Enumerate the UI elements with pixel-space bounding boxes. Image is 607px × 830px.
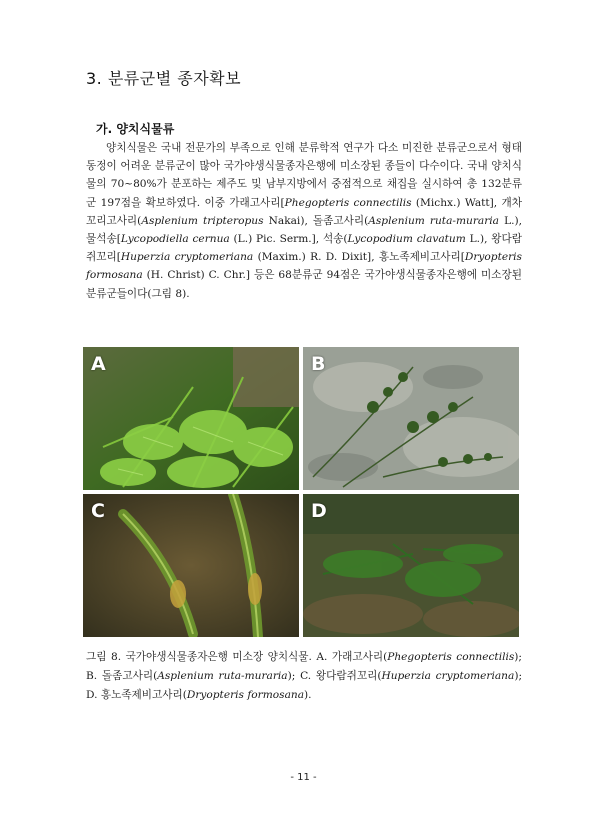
- subsection-title: 가. 양치식물류: [96, 122, 175, 136]
- panel-label-d: D: [311, 500, 327, 522]
- clubmoss-photo: [83, 494, 299, 637]
- panel-label-a: A: [91, 353, 106, 375]
- panel-label-b: B: [311, 353, 326, 375]
- page-number: - 11 -: [290, 772, 317, 783]
- body-paragraph: 양치식물은 국내 전문가의 부족으로 인해 분류학적 연구가 다소 미진한 분류군으로서 형태동정이 어려운 분류군이 많아 국가야생식물종자은행에 미소장된 종들이 다수이다. 국내 양치식물의 70~80%가 분포하는 제주도 및 남부지방에서 중점적으로 채집을 실시하여 총 132분류군 197점을 확보하였다. 이중 가래고사리[Phegopteris connectilis (Michx.) Watt], 개차꼬리고사리(Asplenium tripteropus Nakai), 돌좀고사리(Asplenium ruta-muraria L.), 물석송[Lycopodiella cernua (L.) Pic. Serm.], 석송(Lycopodium clavatum L.), 왕다람쥐꼬리[Huperzia cryptomeriana (Maxim.) R. D. Dixit], 홍노족제비고사리[Dryopteris formosana (H. Christ) C. Chr.] 등은 68분류군 94점은 국가야생식물종자은행에 미소장된 분류군들이다(그림 8).: [86, 142, 522, 300]
- fern-on-rock-photo: [303, 347, 519, 490]
- figure-8: [83, 347, 519, 637]
- fern-fronds-photo: [83, 347, 299, 490]
- figure-caption: 그림 8. 국가야생식물종자은행 미소장 양치식물. A. 가래고사리(Phegopteris connectilis); B. 돌좀고사리(Asplenium ruta-muraria); C. 왕다람쥐꼬리(Huperzia cryptomeriana); D. 홍노족제비고사리(Dryopteris formosana).: [86, 651, 523, 701]
- fern-on-forest-floor-photo: [303, 494, 519, 637]
- section-title: 3. 분류군별 종자확보: [86, 69, 242, 88]
- panel-label-c: C: [91, 500, 105, 522]
